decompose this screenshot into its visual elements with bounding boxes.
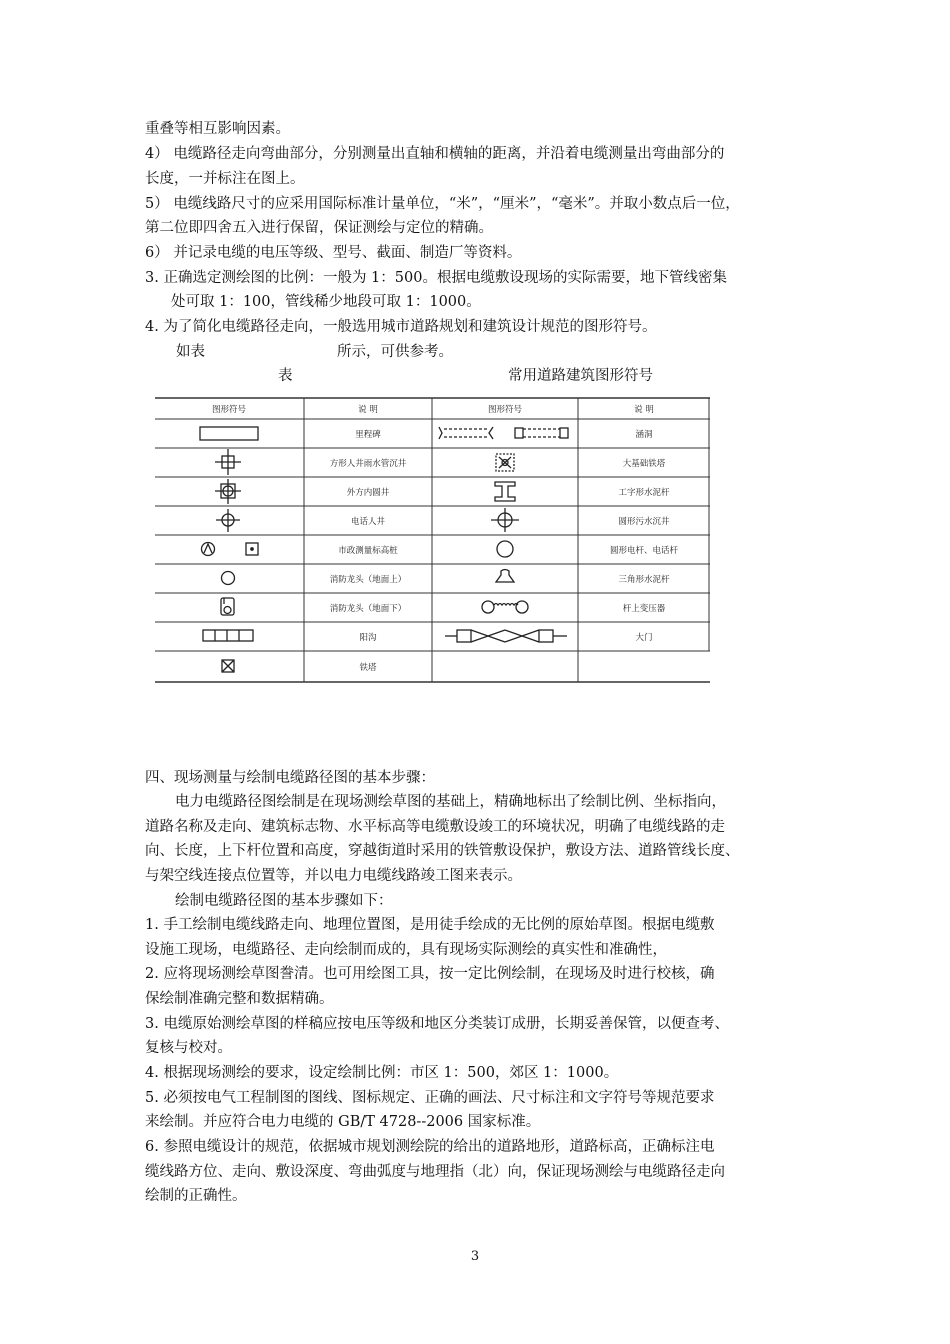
milestone-icon (200, 427, 258, 440)
text-line: 4. 为了简化电缆路径走向，一般选用城市道路规划和建筑设计规范的图形符号。 (145, 319, 657, 335)
triangle-pole-icon (496, 570, 514, 583)
text-line: 保绘制准确完整和数据精确。 (145, 991, 334, 1007)
desc-left: 方形人井雨水管沉井 (329, 459, 407, 469)
text-line: 5） 电缆线路尺寸的应采用国际标准计量单位，“米”，“厘米”，“毫米”。并取小数点后一位， (145, 196, 740, 212)
section-heading: 四、现场测量与绘制电缆路径图的基本步骤： (145, 770, 435, 786)
text-line: 与架空线连接点位置等，并以电力电缆线路竣工图来表示。 (145, 868, 522, 884)
header-desc-right: 说 明 (634, 405, 654, 415)
desc-right: 三角形水泥杆 (618, 575, 670, 585)
hydrant-below-icon (221, 598, 234, 615)
culvert-icon (439, 427, 568, 439)
desc-right: 工字形水泥杆 (618, 488, 670, 498)
table-label: 表 (278, 368, 293, 384)
round-sewage-well-icon (491, 508, 519, 532)
header-desc-left: 说 明 (358, 405, 378, 415)
telephone-manhole-icon (216, 509, 240, 532)
desc-right: 大基础铁塔 (622, 459, 666, 469)
text-line: 复核与校对。 (145, 1040, 232, 1056)
text-line: 绘制的正确性。 (145, 1188, 247, 1204)
page-number: 3 (470, 1249, 480, 1264)
text-line: 2. 应将现场测绘草图誊清。也可用绘图工具，按一定比例绘制，在现场及时进行校核，确 (145, 966, 715, 982)
benchmark-icon (202, 543, 259, 556)
text-line: 3. 电缆原始测绘草图的样稿应按电压等级和地区分类装订成册，长期妥善保管，以便查考、 (145, 1016, 729, 1032)
desc-right: 圆形污水沉井 (618, 517, 670, 527)
text-line: 来绘制。并应符合电力电缆的 GB/T 4728--2006 国家标准。 (145, 1114, 541, 1130)
desc-right: 圆形电杆、电话杆 (609, 546, 679, 556)
desc-right: 杆上变压器 (622, 604, 666, 614)
text-line: 1. 手工绘制电缆线路走向、地理位置图，是用徒手绘成的无比例的原始草图。根据电缆敷 (145, 917, 715, 933)
gate-icon (445, 630, 567, 642)
text-line: 重叠等相互影响因素。 (145, 121, 290, 137)
text-line: 5. 必须按电气工程制图的图线、图标规定、正确的画法、尺寸标注和文字符号等规范要求 (145, 1090, 715, 1106)
i-beam-pole-icon (495, 482, 515, 501)
desc-left: 电话人井 (350, 517, 386, 527)
text-line: 设施工现场，电缆路径、走向绘制而成的，具有现场实际测绘的真实性和准确性， (145, 942, 667, 958)
text-line: 4） 电缆路径走向弯曲部分，分别测量出直轴和横轴的距离，并沿着电缆测量出弯曲部分的 (145, 146, 725, 162)
text-line: 3. 正确选定测绘图的比例：一般为 1：500。根据电缆敷设现场的实际需要，地下管线密集 (145, 270, 727, 286)
header-symbol-right: 图形符号 (487, 405, 523, 415)
text-line: 处可取 1：100，管线稀少地段可取 1：1000。 (171, 294, 481, 310)
square-round-manhole-icon (215, 479, 241, 504)
symbol-table-graphic (155, 396, 710, 684)
text-line: 6） 并记录电缆的电压等级、型号、截面、制造厂等资料。 (145, 245, 522, 261)
desc-left: 里程碑 (355, 430, 381, 440)
iron-tower-icon (222, 660, 234, 672)
desc-left: 外方内圆井 (346, 488, 390, 498)
desc-left: 铁塔 (359, 663, 377, 673)
table-ref-suffix: 所示，可供参考。 (337, 344, 453, 360)
desc-right: 涵洞 (635, 430, 653, 440)
symbol-table (155, 396, 710, 684)
text-line: 向、长度，上下杆位置和高度，穿越街道时采用的铁管敷设保护，敷设方法、道路管线长度、 (145, 843, 740, 859)
text-line: 道路名称及走向、建筑标志物、水平标高等电缆敷设竣工的环境状况，明确了电缆线路的走 (145, 819, 725, 835)
hydrant-above-icon (222, 572, 235, 585)
header-symbol-left: 图形符号 (211, 405, 247, 415)
text-line: 缆线路方位、走向、敷设深度、弯曲弧度与地理指（北）向，保证现场测绘与电缆路径走向 (145, 1164, 725, 1180)
round-pole-icon (497, 541, 513, 557)
text-line: 第二位即四舍五入进行保留，保证测绘与定位的精确。 (145, 220, 493, 236)
table-title: 常用道路建筑图形符号 (508, 368, 653, 384)
desc-left: 消防龙头（地面上） (329, 575, 407, 585)
square-manhole-icon (215, 449, 241, 475)
text-line: 绘制电缆路径图的基本步骤如下： (175, 893, 393, 909)
text-line: 6. 参照电缆设计的规范，依据城市规划测绘院的给出的道路地形，道路标高，正确标注电 (145, 1139, 715, 1155)
desc-left: 阳沟 (359, 633, 377, 643)
large-tower-icon (496, 454, 514, 471)
open-ditch-icon (203, 630, 253, 641)
desc-right: 大门 (635, 633, 653, 643)
pole-transformer-icon (482, 601, 528, 613)
desc-left: 消防龙头（地面下） (329, 604, 407, 614)
desc-left: 市政测量标高桩 (338, 546, 398, 556)
text-line: 长度，一并标注在图上。 (145, 171, 305, 187)
text-line: 电力电缆路径图绘制是在现场测绘草图的基础上，精确地标出了绘制比例、坐标指向， (175, 794, 726, 810)
table-ref-prefix: 如表 (176, 344, 205, 360)
text-line: 4. 根据现场测绘的要求，设定绘制比例：市区 1：500，郊区 1：1000。 (145, 1065, 619, 1081)
